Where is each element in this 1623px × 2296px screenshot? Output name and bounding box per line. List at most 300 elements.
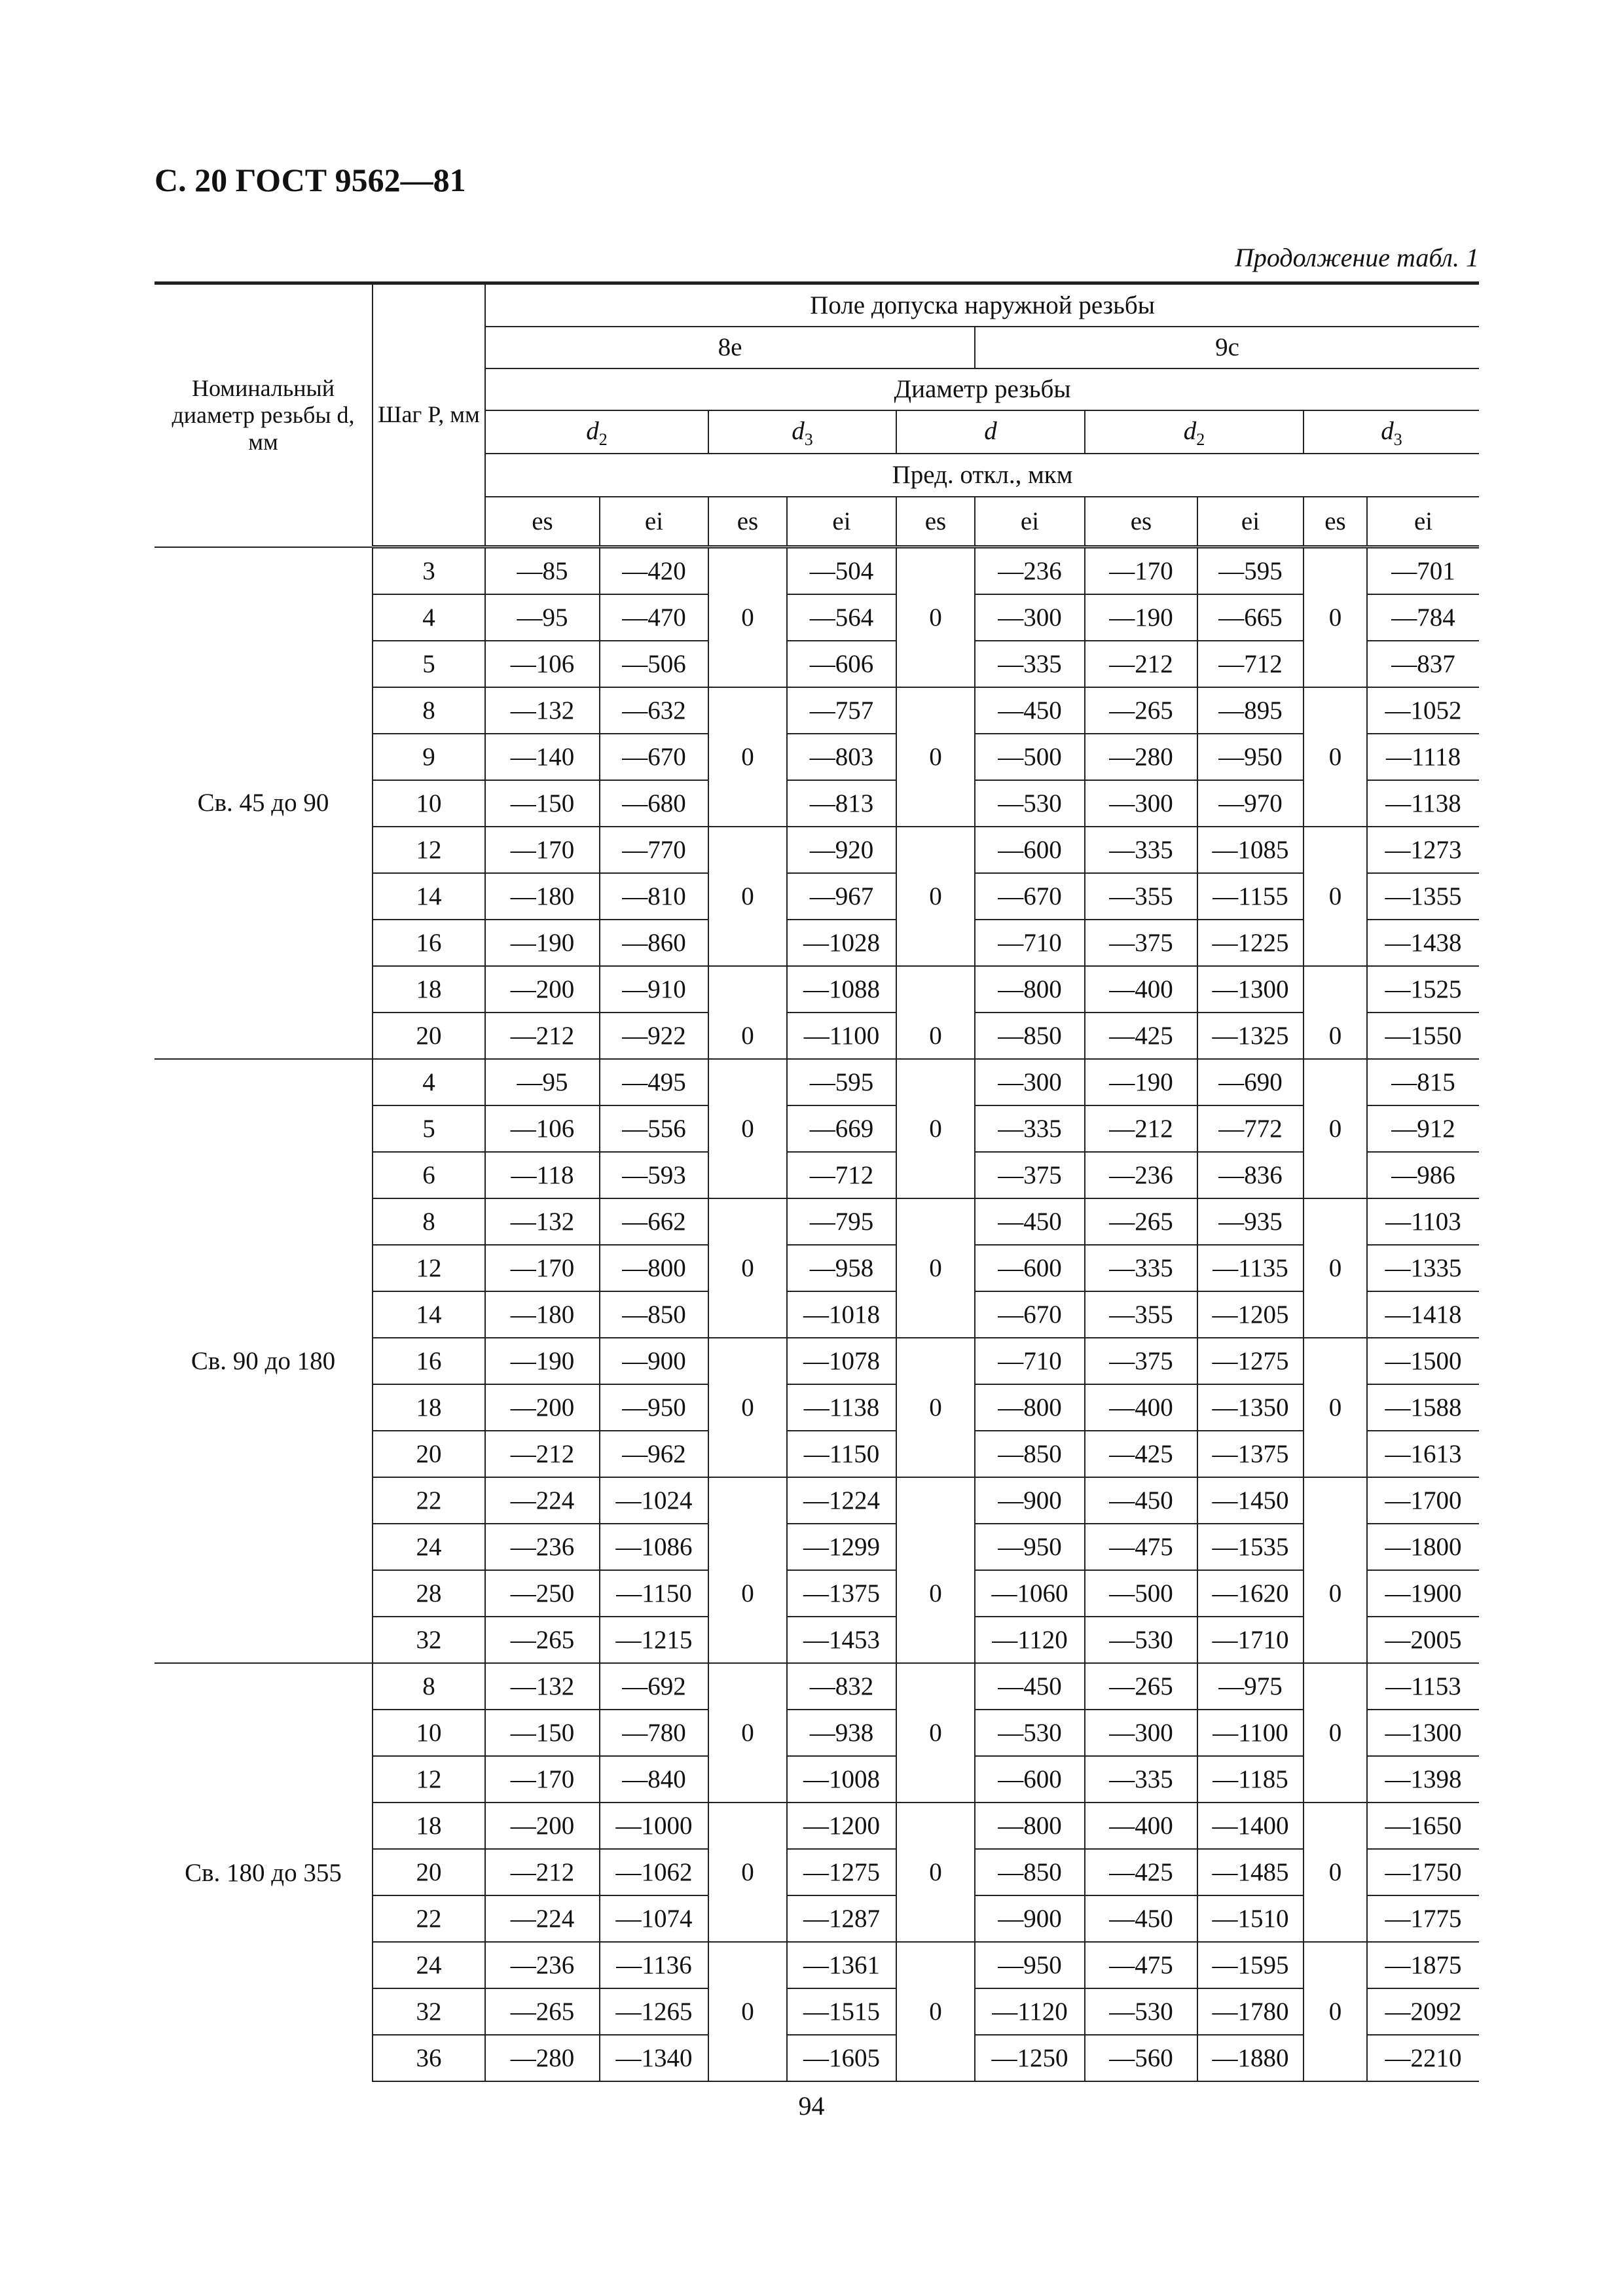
pitch-cell: 10 xyxy=(373,780,485,827)
pitch-cell: 28 xyxy=(373,1570,485,1617)
d3-9c-ei-cell: —1438 xyxy=(1367,920,1479,966)
d3-8e-ei-cell: —1008 xyxy=(787,1756,896,1803)
d2-9c-ei-cell: —1400 xyxy=(1197,1803,1304,1849)
d3-9c-ei-cell: —1273 xyxy=(1367,827,1479,873)
d2-9c-es-cell: —375 xyxy=(1085,1338,1197,1384)
zero-es-cell: 0 xyxy=(1304,594,1367,641)
d3-9c-ei-cell: —1525 xyxy=(1367,966,1479,1013)
zero-es-cell xyxy=(708,1059,787,1105)
zero-es-cell xyxy=(896,547,975,595)
d2-9c-ei-cell: —1225 xyxy=(1197,920,1304,966)
d2-9c-ei-cell: —1710 xyxy=(1197,1617,1304,1663)
zero-es-cell: 0 xyxy=(708,1105,787,1152)
d2-9c-es-cell: —335 xyxy=(1085,1756,1197,1803)
zero-es-cell xyxy=(1304,1803,1367,1849)
d2-8e-ei-cell: —922 xyxy=(600,1013,708,1059)
ei-header: ei xyxy=(787,497,896,547)
d3-9c-ei-cell: —1138 xyxy=(1367,780,1479,827)
d3-8e-ei-cell: —1150 xyxy=(787,1431,896,1477)
d-9c-ei-cell: —670 xyxy=(975,873,1085,920)
d3-8e-ei-cell: —757 xyxy=(787,687,896,734)
d-9c-ei-cell: —1120 xyxy=(975,1988,1085,2035)
zero-es-cell: 0 xyxy=(708,1849,787,1895)
table-row xyxy=(155,547,1479,595)
d2-8e-ei-cell: —780 xyxy=(600,1710,708,1756)
es-header: es xyxy=(1304,497,1367,547)
d3-8e-ei-cell: —1028 xyxy=(787,920,896,966)
d2-8e-es-cell: —265 xyxy=(485,1988,600,2035)
d2-8e-es-cell: —132 xyxy=(485,1198,600,1245)
zero-es-cell: 0 xyxy=(1304,1710,1367,1756)
d2-9c-es-cell: —300 xyxy=(1085,780,1197,827)
d2-9c-ei-cell: —1350 xyxy=(1197,1384,1304,1431)
zero-es-cell xyxy=(708,1524,787,1570)
nominal-diameter-header: Номинальный диаметр резьбы d, мм xyxy=(155,283,373,547)
d-9c-ei-cell: —530 xyxy=(975,780,1085,827)
d2-9c-ei-cell: —1535 xyxy=(1197,1524,1304,1570)
pitch-cell: 9 xyxy=(373,734,485,780)
zero-es-cell xyxy=(896,1803,975,1849)
zero-es-cell xyxy=(708,1477,787,1524)
zero-es-cell: 0 xyxy=(708,594,787,641)
d2-9c-ei-cell: —1085 xyxy=(1197,827,1304,873)
d2-9c-es-cell: —475 xyxy=(1085,1942,1197,1988)
d2-9c-es-cell: —265 xyxy=(1085,1663,1197,1710)
zero-es-cell xyxy=(1304,1756,1367,1803)
d3-9c-ei-cell: —1418 xyxy=(1367,1291,1479,1338)
d2-8e-es-cell: —265 xyxy=(485,1617,600,1663)
zero-es-cell xyxy=(708,1663,787,1710)
d2-8e-ei-cell: —495 xyxy=(600,1059,708,1105)
d2-9c-ei-cell: —1325 xyxy=(1197,1013,1304,1059)
d2-9c-ei-cell: —1135 xyxy=(1197,1245,1304,1291)
d3-8e-ei-cell: —1138 xyxy=(787,1384,896,1431)
d2-9c-ei-cell: —935 xyxy=(1197,1198,1304,1245)
d2-9c-ei-cell: —1620 xyxy=(1197,1570,1304,1617)
zero-es-cell xyxy=(708,1198,787,1245)
d3-8e-ei-cell: —1078 xyxy=(787,1338,896,1384)
d2-8e-es-cell: —150 xyxy=(485,1710,600,1756)
d2-8e-ei-cell: —1215 xyxy=(600,1617,708,1663)
d2-8e-es-cell: —85 xyxy=(485,547,600,595)
d-9c-ei-cell: —800 xyxy=(975,1384,1085,1431)
d-9c-header: d xyxy=(896,410,1085,454)
d-9c-ei-cell: —530 xyxy=(975,1710,1085,1756)
zero-es-cell xyxy=(1304,1477,1367,1524)
zero-es-cell xyxy=(896,920,975,966)
d-9c-ei-cell: —500 xyxy=(975,734,1085,780)
d2-9c-es-cell: —355 xyxy=(1085,873,1197,920)
d2-9c-ei-cell: —1780 xyxy=(1197,1988,1304,2035)
zero-es-cell xyxy=(896,2035,975,2081)
zero-es-cell xyxy=(708,920,787,966)
d3-9c-ei-cell: —2092 xyxy=(1367,1988,1479,2035)
d2-8e-ei-cell: —910 xyxy=(600,966,708,1013)
d2-8e-header: $d_2$ xyxy=(485,410,708,454)
d3-9c-ei-cell: —1300 xyxy=(1367,1710,1479,1756)
d3-8e-ei-cell: —1453 xyxy=(787,1617,896,1663)
zero-es-cell xyxy=(896,1524,975,1570)
zero-es-cell xyxy=(1304,1291,1367,1338)
zero-es-cell xyxy=(896,1431,975,1477)
d-9c-ei-cell: —236 xyxy=(975,547,1085,595)
zero-es-cell: 0 xyxy=(896,594,975,641)
d2-8e-ei-cell: —1086 xyxy=(600,1524,708,1570)
d2-9c-ei-cell: —1375 xyxy=(1197,1431,1304,1477)
es-header: es xyxy=(485,497,600,547)
d2-8e-ei-cell: —950 xyxy=(600,1384,708,1431)
d3-9c-ei-cell: —1750 xyxy=(1367,1849,1479,1895)
zero-es-cell: 0 xyxy=(896,1570,975,1617)
d-9c-ei-cell: —600 xyxy=(975,827,1085,873)
es-header: es xyxy=(1085,497,1197,547)
d2-9c-header: $d_2$ xyxy=(1085,410,1304,454)
d2-9c-ei-cell: —690 xyxy=(1197,1059,1304,1105)
zero-es-cell xyxy=(708,1803,787,1849)
pitch-cell: 5 xyxy=(373,641,485,687)
d2-8e-ei-cell: —632 xyxy=(600,687,708,734)
d3-8e-ei-cell: —795 xyxy=(787,1198,896,1245)
pitch-cell: 12 xyxy=(373,1756,485,1803)
d2-9c-ei-cell: —950 xyxy=(1197,734,1304,780)
pitch-cell: 24 xyxy=(373,1524,485,1570)
zero-es-cell xyxy=(1304,1152,1367,1198)
d3-8e-ei-cell: —1018 xyxy=(787,1291,896,1338)
zero-es-cell: 0 xyxy=(708,873,787,920)
d-9c-ei-cell: —950 xyxy=(975,1524,1085,1570)
pitch-cell: 22 xyxy=(373,1477,485,1524)
zero-es-cell xyxy=(896,687,975,734)
zero-es-cell: 0 xyxy=(1304,873,1367,920)
zero-es-cell xyxy=(896,1152,975,1198)
d2-8e-es-cell: —236 xyxy=(485,1524,600,1570)
d3-8e-ei-cell: —1100 xyxy=(787,1013,896,1059)
d3-8e-ei-cell: —595 xyxy=(787,1059,896,1105)
d3-8e-ei-cell: —1224 xyxy=(787,1477,896,1524)
d2-8e-es-cell: —224 xyxy=(485,1895,600,1942)
ei-header: ei xyxy=(1197,497,1304,547)
zero-es-cell: 0 xyxy=(896,1384,975,1431)
zero-es-cell xyxy=(1304,547,1367,595)
d-9c-ei-cell: —1060 xyxy=(975,1570,1085,1617)
d3-8e-ei-cell: —1287 xyxy=(787,1895,896,1942)
zero-es-cell xyxy=(896,966,975,1013)
d-9c-ei-cell: —900 xyxy=(975,1895,1085,1942)
d3-9c-ei-cell: —784 xyxy=(1367,594,1479,641)
d-9c-ei-cell: —850 xyxy=(975,1431,1085,1477)
pitch-cell: 16 xyxy=(373,920,485,966)
d2-8e-es-cell: —190 xyxy=(485,1338,600,1384)
pitch-cell: 4 xyxy=(373,1059,485,1105)
d3-9c-ei-cell: —1118 xyxy=(1367,734,1479,780)
d2-9c-ei-cell: —1485 xyxy=(1197,1849,1304,1895)
d3-8e-ei-cell: —803 xyxy=(787,734,896,780)
d-9c-ei-cell: —450 xyxy=(975,1663,1085,1710)
d3-8e-ei-cell: —1299 xyxy=(787,1524,896,1570)
zero-es-cell xyxy=(1304,1895,1367,1942)
zero-es-cell xyxy=(896,1617,975,1663)
d2-9c-ei-cell: —1595 xyxy=(1197,1942,1304,1988)
zero-es-cell xyxy=(1304,827,1367,873)
d3-9c-ei-cell: —986 xyxy=(1367,1152,1479,1198)
zero-es-cell xyxy=(896,1663,975,1710)
d-9c-ei-cell: —800 xyxy=(975,1803,1085,1849)
d3-8e-ei-cell: —1200 xyxy=(787,1803,896,1849)
d-9c-ei-cell: —800 xyxy=(975,966,1085,1013)
zero-es-cell: 0 xyxy=(896,1988,975,2035)
pitch-cell: 3 xyxy=(373,547,485,595)
d3-9c-ei-cell: —1103 xyxy=(1367,1198,1479,1245)
d2-9c-ei-cell: —1205 xyxy=(1197,1291,1304,1338)
d2-9c-es-cell: —265 xyxy=(1085,1198,1197,1245)
zero-es-cell xyxy=(1304,1663,1367,1710)
pitch-cell: 32 xyxy=(373,1988,485,2035)
zero-es-cell: 0 xyxy=(708,1988,787,2035)
zero-es-cell xyxy=(1304,1617,1367,1663)
d2-8e-es-cell: —180 xyxy=(485,1291,600,1338)
d3-9c-ei-cell: —1875 xyxy=(1367,1942,1479,1988)
d2-9c-es-cell: —450 xyxy=(1085,1895,1197,1942)
d2-8e-es-cell: —170 xyxy=(485,1756,600,1803)
d2-9c-es-cell: —212 xyxy=(1085,1105,1197,1152)
pitch-cell: 8 xyxy=(373,1663,485,1710)
pitch-cell: 14 xyxy=(373,1291,485,1338)
d2-9c-ei-cell: —1510 xyxy=(1197,1895,1304,1942)
d3-9c-ei-cell: —1355 xyxy=(1367,873,1479,920)
d2-8e-es-cell: —200 xyxy=(485,1384,600,1431)
d-9c-ei-cell: —900 xyxy=(975,1477,1085,1524)
d-9c-ei-cell: —300 xyxy=(975,1059,1085,1105)
d2-9c-es-cell: —450 xyxy=(1085,1477,1197,1524)
d3-9c-ei-cell: —1335 xyxy=(1367,1245,1479,1291)
pitch-cell: 20 xyxy=(373,1849,485,1895)
d2-8e-es-cell: —106 xyxy=(485,641,600,687)
d3-8e-ei-cell: —606 xyxy=(787,641,896,687)
zero-es-cell xyxy=(708,1431,787,1477)
pitch-cell: 5 xyxy=(373,1105,485,1152)
d2-8e-es-cell: —180 xyxy=(485,873,600,920)
zero-es-cell xyxy=(1304,641,1367,687)
d-9c-ei-cell: —950 xyxy=(975,1942,1085,1988)
zero-es-cell: 0 xyxy=(1304,1988,1367,2035)
d3-9c-ei-cell: —1775 xyxy=(1367,1895,1479,1942)
tolerance-field-header: Поле допуска наружной резьбы xyxy=(485,283,1479,327)
zero-es-cell: 0 xyxy=(708,1570,787,1617)
d2-9c-es-cell: —190 xyxy=(1085,594,1197,641)
zero-es-cell xyxy=(1304,687,1367,734)
d2-8e-ei-cell: —810 xyxy=(600,873,708,920)
d2-8e-es-cell: —118 xyxy=(485,1152,600,1198)
es-header: es xyxy=(708,497,787,547)
d3-9c-ei-cell: —1500 xyxy=(1367,1338,1479,1384)
d2-8e-ei-cell: —1265 xyxy=(600,1988,708,2035)
d2-9c-ei-cell: —975 xyxy=(1197,1663,1304,1710)
d2-9c-es-cell: —475 xyxy=(1085,1524,1197,1570)
d2-8e-ei-cell: —1062 xyxy=(600,1849,708,1895)
d-9c-ei-cell: —710 xyxy=(975,920,1085,966)
d2-9c-es-cell: —335 xyxy=(1085,1245,1197,1291)
table-row xyxy=(155,1663,1479,1710)
d2-8e-ei-cell: —840 xyxy=(600,1756,708,1803)
d2-8e-es-cell: —212 xyxy=(485,1849,600,1895)
nominal-diameter-cell: Св. 180 до 355 xyxy=(155,1663,373,2081)
d-9c-ei-cell: —450 xyxy=(975,687,1085,734)
d2-8e-ei-cell: —1024 xyxy=(600,1477,708,1524)
zero-es-cell xyxy=(896,1477,975,1524)
d2-9c-ei-cell: —1880 xyxy=(1197,2035,1304,2081)
d2-8e-ei-cell: —556 xyxy=(600,1105,708,1152)
d3-8e-ei-cell: —958 xyxy=(787,1245,896,1291)
d2-9c-ei-cell: —1100 xyxy=(1197,1710,1304,1756)
d2-8e-es-cell: —212 xyxy=(485,1013,600,1059)
d2-8e-es-cell: —132 xyxy=(485,687,600,734)
d2-9c-ei-cell: —772 xyxy=(1197,1105,1304,1152)
zero-es-cell xyxy=(896,827,975,873)
d2-8e-es-cell: —200 xyxy=(485,966,600,1013)
es-header: es xyxy=(896,497,975,547)
d-9c-ei-cell: —375 xyxy=(975,1152,1085,1198)
zero-es-cell: 0 xyxy=(1304,1105,1367,1152)
d-9c-ei-cell: —335 xyxy=(975,641,1085,687)
d2-9c-ei-cell: —665 xyxy=(1197,594,1304,641)
d3-9c-ei-cell: —1550 xyxy=(1367,1013,1479,1059)
zero-es-cell xyxy=(1304,780,1367,827)
nominal-diameter-cell: Св. 45 до 90 xyxy=(155,547,373,1060)
ei-header: ei xyxy=(1367,497,1479,547)
d3-8e-ei-cell: —564 xyxy=(787,594,896,641)
d3-8e-ei-cell: —1375 xyxy=(787,1570,896,1617)
d2-9c-ei-cell: —836 xyxy=(1197,1152,1304,1198)
d3-8e-ei-cell: —1275 xyxy=(787,1849,896,1895)
d-9c-ei-cell: —450 xyxy=(975,1198,1085,1245)
zero-es-cell xyxy=(896,1942,975,1988)
d3-9c-ei-cell: —2210 xyxy=(1367,2035,1479,2081)
zero-es-cell: 0 xyxy=(708,734,787,780)
pitch-cell: 14 xyxy=(373,873,485,920)
d2-8e-ei-cell: —1000 xyxy=(600,1803,708,1849)
zero-es-cell: 0 xyxy=(1304,1384,1367,1431)
zero-es-cell xyxy=(1304,1942,1367,1988)
d2-8e-es-cell: —224 xyxy=(485,1477,600,1524)
d-9c-ei-cell: —335 xyxy=(975,1105,1085,1152)
table-continuation-note: Продолжение табл. 1 xyxy=(1234,243,1479,272)
d3-9c-ei-cell: —2005 xyxy=(1367,1617,1479,1663)
d2-9c-es-cell: —425 xyxy=(1085,1431,1197,1477)
zero-es-cell: 0 xyxy=(1304,1570,1367,1617)
d2-9c-es-cell: —530 xyxy=(1085,1988,1197,2035)
tolerance-table xyxy=(155,281,1479,2082)
d3-9c-ei-cell: —701 xyxy=(1367,547,1479,595)
d2-9c-es-cell: —375 xyxy=(1085,920,1197,966)
d2-9c-es-cell: —280 xyxy=(1085,734,1197,780)
d3-8e-ei-cell: —1515 xyxy=(787,1988,896,2035)
d2-8e-ei-cell: —692 xyxy=(600,1663,708,1710)
d3-8e-ei-cell: —1361 xyxy=(787,1942,896,1988)
d2-8e-es-cell: —280 xyxy=(485,2035,600,2081)
d3-8e-ei-cell: —813 xyxy=(787,780,896,827)
zero-es-cell: 0 xyxy=(1304,1245,1367,1291)
nominal-diameter-cell: Св. 90 до 180 xyxy=(155,1059,373,1663)
d2-9c-ei-cell: —1300 xyxy=(1197,966,1304,1013)
d3-8e-ei-cell: —712 xyxy=(787,1152,896,1198)
zero-es-cell: 0 xyxy=(896,873,975,920)
pitch-cell: 4 xyxy=(373,594,485,641)
d-9c-ei-cell: —850 xyxy=(975,1849,1085,1895)
d-9c-ei-cell: —670 xyxy=(975,1291,1085,1338)
d2-8e-ei-cell: —962 xyxy=(600,1431,708,1477)
zero-es-cell: 0 xyxy=(896,1710,975,1756)
d2-9c-es-cell: —500 xyxy=(1085,1570,1197,1617)
zero-es-cell xyxy=(708,1338,787,1384)
d3-9c-ei-cell: —1700 xyxy=(1367,1477,1479,1524)
zero-es-cell xyxy=(708,641,787,687)
zero-es-cell: 0 xyxy=(708,1013,787,1059)
d2-8e-ei-cell: —506 xyxy=(600,641,708,687)
d2-8e-es-cell: —95 xyxy=(485,594,600,641)
zero-es-cell xyxy=(708,1942,787,1988)
d2-9c-es-cell: —212 xyxy=(1085,641,1197,687)
zero-es-cell: 0 xyxy=(896,1013,975,1059)
d2-8e-ei-cell: —662 xyxy=(600,1198,708,1245)
d2-8e-ei-cell: —1340 xyxy=(600,2035,708,2081)
table-header xyxy=(155,283,1479,547)
d2-8e-ei-cell: —1136 xyxy=(600,1942,708,1988)
d3-9c-ei-cell: —912 xyxy=(1367,1105,1479,1152)
d3-9c-ei-cell: —1153 xyxy=(1367,1663,1479,1710)
pitch-cell: 24 xyxy=(373,1942,485,1988)
d2-9c-es-cell: —530 xyxy=(1085,1617,1197,1663)
d2-9c-es-cell: —400 xyxy=(1085,966,1197,1013)
zero-es-cell xyxy=(1304,1338,1367,1384)
d2-9c-ei-cell: —1155 xyxy=(1197,873,1304,920)
d2-8e-es-cell: —236 xyxy=(485,1942,600,1988)
zero-es-cell xyxy=(896,1895,975,1942)
pitch-cell: 18 xyxy=(373,1384,485,1431)
d2-9c-es-cell: —425 xyxy=(1085,1013,1197,1059)
d-9c-ei-cell: —600 xyxy=(975,1245,1085,1291)
zero-es-cell xyxy=(1304,1431,1367,1477)
d2-9c-ei-cell: —712 xyxy=(1197,641,1304,687)
d2-9c-es-cell: —265 xyxy=(1085,687,1197,734)
d3-9c-header: $d_3$ xyxy=(1304,410,1479,454)
pitch-cell: 20 xyxy=(373,1431,485,1477)
zero-es-cell xyxy=(896,1756,975,1803)
ei-header: ei xyxy=(600,497,708,547)
d2-9c-es-cell: —560 xyxy=(1085,2035,1197,2081)
zero-es-cell: 0 xyxy=(896,1105,975,1152)
pitch-cell: 22 xyxy=(373,1895,485,1942)
pitch-cell: 16 xyxy=(373,1338,485,1384)
d3-9c-ei-cell: —1800 xyxy=(1367,1524,1479,1570)
d2-8e-ei-cell: —850 xyxy=(600,1291,708,1338)
d2-8e-es-cell: —212 xyxy=(485,1431,600,1477)
d3-8e-ei-cell: —938 xyxy=(787,1710,896,1756)
zero-es-cell xyxy=(708,547,787,595)
d3-8e-ei-cell: —1605 xyxy=(787,2035,896,2081)
d2-8e-es-cell: —170 xyxy=(485,1245,600,1291)
d2-8e-es-cell: —170 xyxy=(485,827,600,873)
zero-es-cell xyxy=(708,966,787,1013)
d-9c-ei-cell: —850 xyxy=(975,1013,1085,1059)
d2-9c-es-cell: —335 xyxy=(1085,827,1197,873)
d2-8e-ei-cell: —770 xyxy=(600,827,708,873)
d2-8e-es-cell: —150 xyxy=(485,780,600,827)
limits-header: Пред. откл., мкм xyxy=(485,454,1479,497)
d3-8e-ei-cell: —1088 xyxy=(787,966,896,1013)
zero-es-cell: 0 xyxy=(1304,1013,1367,1059)
d2-8e-es-cell: —106 xyxy=(485,1105,600,1152)
d2-9c-es-cell: —355 xyxy=(1085,1291,1197,1338)
